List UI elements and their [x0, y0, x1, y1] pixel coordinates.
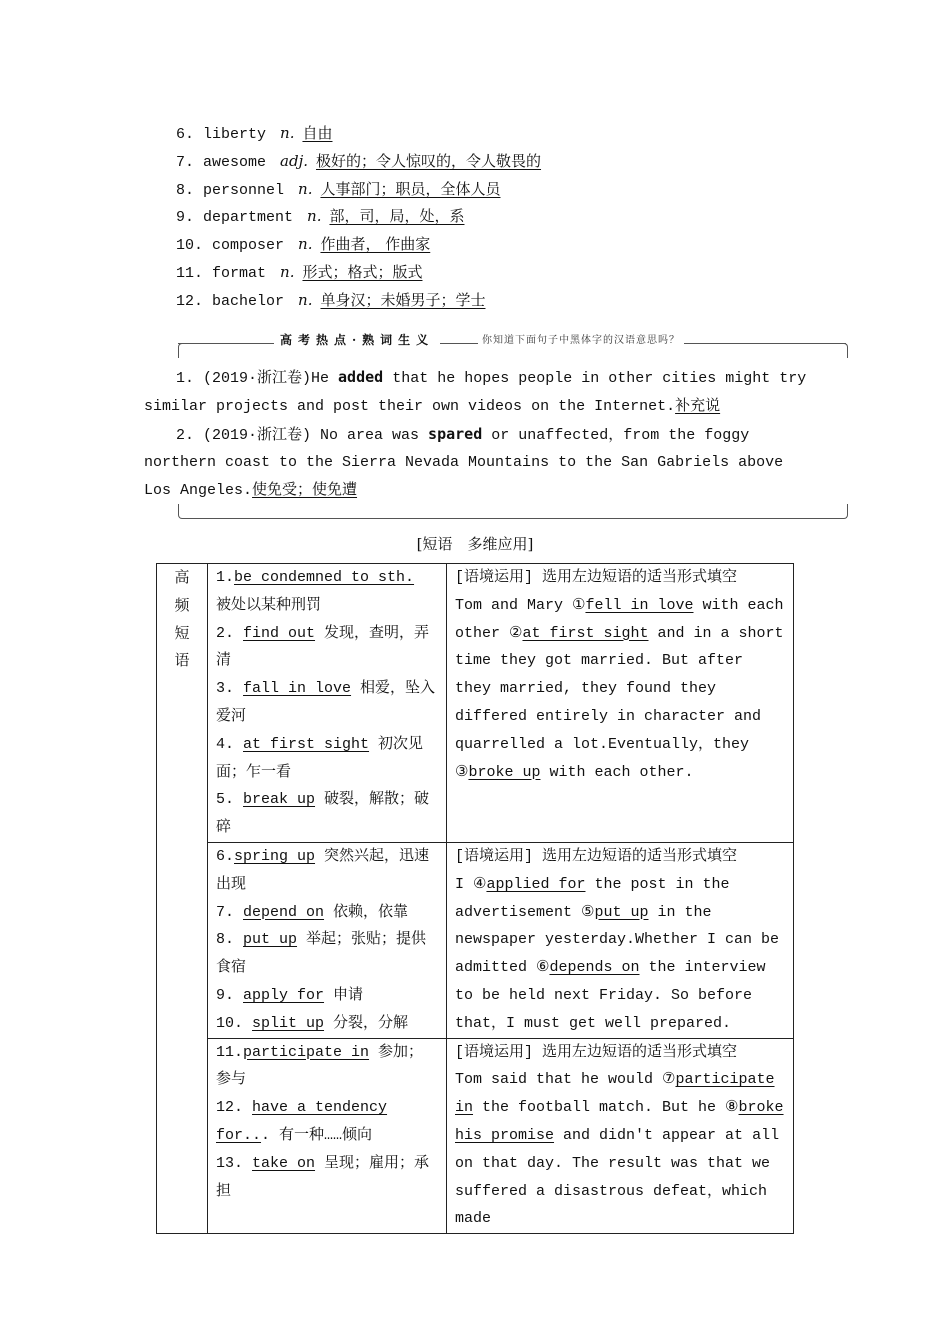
section-subtitle: 你知道下面句子中黑体字的汉语意思吗？ [478, 331, 684, 346]
blank-answer: broke his promise [455, 1099, 784, 1144]
vocab-item [176, 148, 541, 176]
exercise-cell [447, 842, 794, 1038]
phrases-table [156, 563, 794, 1234]
phrase-list-cell [208, 1038, 447, 1234]
phrase-list-cell [208, 564, 447, 843]
section-header [178, 326, 848, 360]
sentence-prefix: 2. (2019·浙江卷) No area was [176, 426, 429, 444]
vocab-pos: n. [298, 235, 313, 254]
phrase-number: 3. [216, 680, 244, 698]
vocab-word: format [212, 264, 267, 282]
phrase-item [216, 899, 438, 927]
sentence-text: or unaffected，from the foggy northern coast to the Sierra Nevada Mountains to the San Gabriels above Los Angeles. [144, 426, 784, 500]
category-char: 短 [174, 623, 190, 642]
sentence-text: that he hopes people in other cities might try similar projects and post their own videos on the Internet. [144, 370, 807, 415]
phrase: take on [252, 1154, 316, 1172]
exercise-fragment: I ④ [455, 875, 487, 893]
vocab-pos: n. [280, 124, 295, 142]
blank-answer: put up [594, 903, 649, 921]
phrase: fall in love [243, 680, 352, 698]
phrase-item [216, 1039, 438, 1095]
exercise-fragment: and didn't appear at all on that day. The result was that we suffered a disastrous defeat，which made [455, 1126, 780, 1228]
phrase-item [216, 1010, 438, 1038]
phrase-meaning: . 有一种……倾向 [261, 1126, 373, 1144]
exercise-lead: [语境运用] 选用左边短语的适当形式填空 [455, 1043, 738, 1061]
vocab-number: 8. [176, 181, 204, 199]
exercise-text [455, 592, 785, 787]
blank-answer: applied for [486, 875, 586, 893]
vocab-number: 6. [176, 126, 204, 143]
phrase-item [216, 564, 438, 620]
phrase: at first sight [243, 735, 370, 753]
vocab-word: awesome [203, 153, 267, 171]
vocab-item [176, 203, 541, 231]
blank-answer: broke up [468, 763, 541, 781]
phrase-number: 4. [216, 735, 244, 753]
exercise-fragment: the interview to be held next Friday. So before that，I must get well prepared. [455, 959, 766, 1032]
phrase-number: 6. [216, 847, 235, 865]
phrase-number: 9. [216, 986, 244, 1004]
vocab-word: bachelor [212, 292, 285, 310]
phrase-item [216, 731, 438, 787]
phrase-meaning: 呈现；雇用；承担 [216, 1154, 430, 1200]
exercise-fragment: the post in the advertisement ⑤ [455, 875, 730, 921]
exercise-fragment: in the newspaper yesterday.Whether I can be admitted ⑥ [455, 903, 780, 977]
bold-word: spared [428, 424, 483, 443]
phrase-item [216, 926, 438, 982]
vocab-meaning: 形式；格式；版式 [302, 262, 423, 281]
phrase-meaning: 被处以某种刑罚 [216, 596, 322, 614]
hot-sentence [144, 421, 808, 505]
vocab-number: 7. [176, 153, 204, 171]
phrase-number: 11. [216, 1043, 244, 1061]
vocab-meaning: 单身汉；未婚男子；学士 [320, 290, 486, 309]
exercise-cell [447, 1038, 794, 1234]
vocab-meaning: 作曲者， 作曲家 [320, 235, 431, 254]
phrase-number: 12. [216, 1099, 253, 1117]
phrases-title: [短语 多维应用] [416, 535, 534, 553]
phrase-meaning: 相爱，坠入爱河 [216, 680, 436, 725]
vocab-word: personnel [203, 181, 285, 199]
phrase-meaning: 举起；张贴；提供食宿 [216, 931, 427, 977]
phrase: apply for [243, 986, 325, 1004]
phrase-meaning: 申请 [324, 986, 364, 1004]
vocab-meaning: 极好的；令人惊叹的，令人敬畏的 [316, 151, 542, 170]
vocab-word: department [203, 209, 294, 227]
phrase-meaning: 参加；参与 [216, 1043, 424, 1089]
category-char: 语 [174, 651, 190, 670]
phrase: spring up [234, 847, 316, 865]
exercise-lead: [语境运用] 选用左边短语的适当形式填空 [455, 847, 738, 865]
phrase-number: 10. [216, 1014, 253, 1032]
exercise-fragment: and in a short time they got married. But after they married, they found they differed entirely in character and quarrelled a lot.Eventually，they ③ [455, 624, 784, 781]
phrase-number: 1. [216, 569, 235, 586]
exercise-fragment: Tom said that he would ⑦ [455, 1071, 676, 1089]
phrase: find out [243, 624, 316, 642]
vocab-item [176, 259, 541, 287]
blank-answer: fell in love [585, 596, 694, 614]
phrase: split up [252, 1014, 325, 1032]
phrase-meaning: 分裂，分解 [324, 1014, 409, 1032]
phrase-item [216, 843, 438, 899]
blank-answer: depends on [549, 959, 640, 977]
phrase: be condemned to sth. [234, 569, 415, 586]
section-bottom-bracket [178, 504, 848, 519]
phrase: depend on [243, 903, 325, 921]
phrase-item [216, 1094, 438, 1150]
exercise-fragment: Tom and Mary ① [455, 596, 586, 614]
phrase: have a tendency for.. [216, 1099, 388, 1144]
vocab-item [176, 120, 541, 148]
table-row [157, 564, 794, 843]
vocab-meaning: 自由 [302, 124, 333, 142]
exercise-fragment: with each other ② [455, 596, 784, 642]
phrase-item [216, 620, 438, 676]
vocab-pos: n. [307, 207, 322, 226]
vocab-pos: n. [280, 262, 295, 281]
blank-answer: at first sight [522, 624, 649, 642]
phrase-meaning: 突然兴起，迅速出现 [216, 847, 430, 893]
vocab-number: 11. [176, 264, 213, 282]
exercise-fragment: with each other. [540, 763, 694, 781]
answer: 使免受；使免遭 [252, 482, 358, 500]
answer: 补充说 [675, 397, 721, 415]
phrase-meaning: 发现，查明，弄清 [216, 624, 430, 670]
phrase-number: 5. [216, 791, 244, 809]
phrase-number: 13. [216, 1154, 253, 1172]
exercise-cell [447, 564, 794, 843]
exercise-text [455, 1066, 785, 1233]
phrase-meaning: 破裂，解散；破碎 [216, 791, 430, 837]
vocab-item [176, 287, 541, 315]
phrase-item [216, 1150, 438, 1206]
phrase-meaning: 初次见面；乍一看 [216, 735, 424, 781]
bold-word: added [338, 368, 384, 386]
category-char: 高 [174, 568, 190, 586]
section-title: 高考热点·熟词生义 [274, 331, 440, 348]
table-row [157, 1038, 794, 1234]
vocab-number: 10. [176, 237, 213, 255]
sentence-prefix: 1. (2019·浙江卷)He [176, 370, 339, 387]
vocab-pos: n. [298, 290, 313, 309]
vocab-item [176, 176, 541, 204]
phrase-item [216, 786, 438, 842]
vocab-meaning: 人事部门；职员，全体人员 [320, 179, 501, 198]
phrase-meaning: 依赖，依靠 [324, 903, 409, 921]
vocab-item [176, 231, 541, 259]
exercise-lead: [语境运用] 选用左边短语的适当形式填空 [455, 569, 738, 586]
vocab-number: 9. [176, 209, 204, 227]
vocab-word: composer [212, 237, 285, 255]
hot-sentences [144, 364, 808, 505]
phrase: participate in [243, 1043, 370, 1061]
bracket-left [178, 343, 185, 358]
phrase-item [216, 675, 438, 731]
vocab-pos: adj. [280, 151, 308, 170]
vocab-pos: n. [298, 179, 313, 198]
exercise-text [455, 871, 785, 1038]
phrase-number: 2. [216, 624, 244, 642]
vocab-word: liberty [203, 126, 267, 143]
phrase: put up [243, 931, 298, 949]
bracket-right [841, 343, 848, 358]
blank-answer: participate in [455, 1071, 775, 1117]
vocabulary-list [176, 120, 541, 315]
phrase-number: 7. [216, 903, 244, 921]
phrase-list-cell [208, 842, 447, 1038]
vocab-meaning: 部，司，局，处，系 [329, 207, 465, 226]
phrase: break up [243, 791, 316, 809]
hot-sentence [144, 364, 808, 421]
exercise-fragment: the football match. But he ⑧ [473, 1099, 739, 1117]
phrase-item [216, 982, 438, 1010]
category-cell [157, 564, 208, 1234]
category-char: 频 [174, 595, 190, 614]
table-row [157, 842, 794, 1038]
vocab-number: 12. [176, 292, 213, 310]
phrase-number: 8. [216, 931, 244, 949]
